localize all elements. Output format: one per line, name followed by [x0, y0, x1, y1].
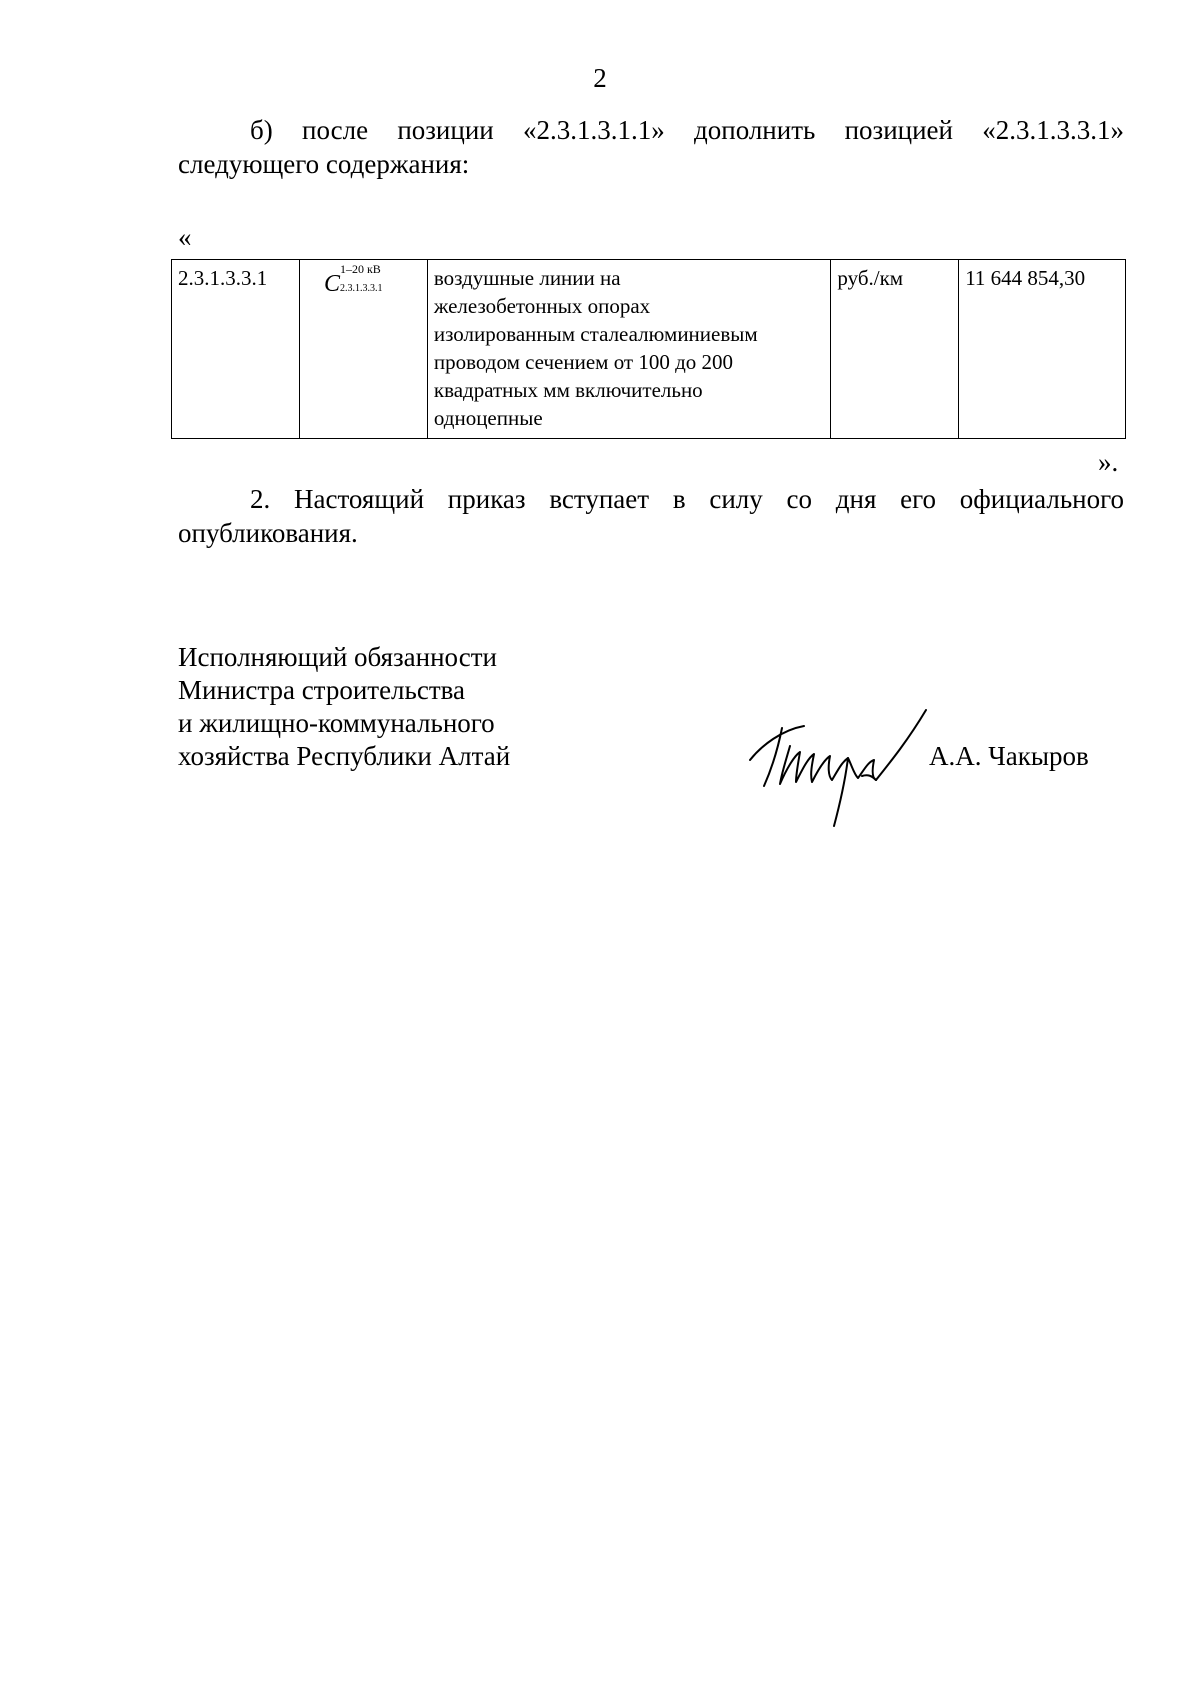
- signatory-position-line: и жилищно-коммунального: [178, 708, 495, 738]
- table-row: [172, 260, 1126, 439]
- amendment-intro-line-1: б) после позиции «2.3.1.3.1.1» дополнить позицией «2.3.1.3.3.1»: [250, 115, 1124, 145]
- amendment-intro: [178, 113, 1124, 181]
- signatory-name: А.А. Чакыров: [929, 741, 1089, 771]
- description-line: изолированным сталеалюминиевым: [433, 322, 758, 346]
- description-line: проводом сечением от 100 до 200: [433, 350, 734, 374]
- rate-symbol-subscript: 2.3.1.3.3.1: [339, 283, 383, 294]
- rate-symbol: [323, 262, 400, 298]
- description-line: воздушные линии на: [433, 266, 621, 290]
- cell-position-code: 2.3.1.3.3.1: [172, 260, 300, 439]
- signatory-position-line: Исполняющий обязанности: [178, 642, 497, 672]
- clause-2-line-2: опубликования.: [178, 518, 358, 548]
- description-line: железобетонных опорах: [433, 294, 651, 318]
- amendment-intro-line-2: следующего содержания:: [178, 149, 470, 179]
- clause-2: [178, 482, 1124, 550]
- cell-rate-symbol: [299, 260, 427, 439]
- handwritten-signature: [742, 700, 932, 830]
- opening-quote-mark: «: [178, 222, 192, 252]
- signatory-position-line: хозяйства Республики Алтай: [178, 741, 511, 771]
- signatory-position: [178, 641, 510, 773]
- rate-symbol-base: C: [323, 271, 340, 297]
- tariff-table: [171, 259, 1126, 439]
- rate-symbol-superscript: 1–20 кВ: [339, 262, 381, 276]
- closing-quote-mark: ».: [1098, 447, 1119, 477]
- description-line: одноцепные: [433, 406, 543, 430]
- cell-unit: руб./км: [831, 260, 959, 439]
- description-line: квадратных мм включительно: [433, 378, 703, 402]
- cell-value: 11 644 854,30: [959, 260, 1126, 439]
- signatory-position-line: Министра строительства: [178, 675, 465, 705]
- clause-2-line-1: 2. Настоящий приказ вступает в силу со дня его официального: [250, 484, 1124, 514]
- page-number: 2: [593, 63, 607, 93]
- cell-description: [427, 260, 831, 439]
